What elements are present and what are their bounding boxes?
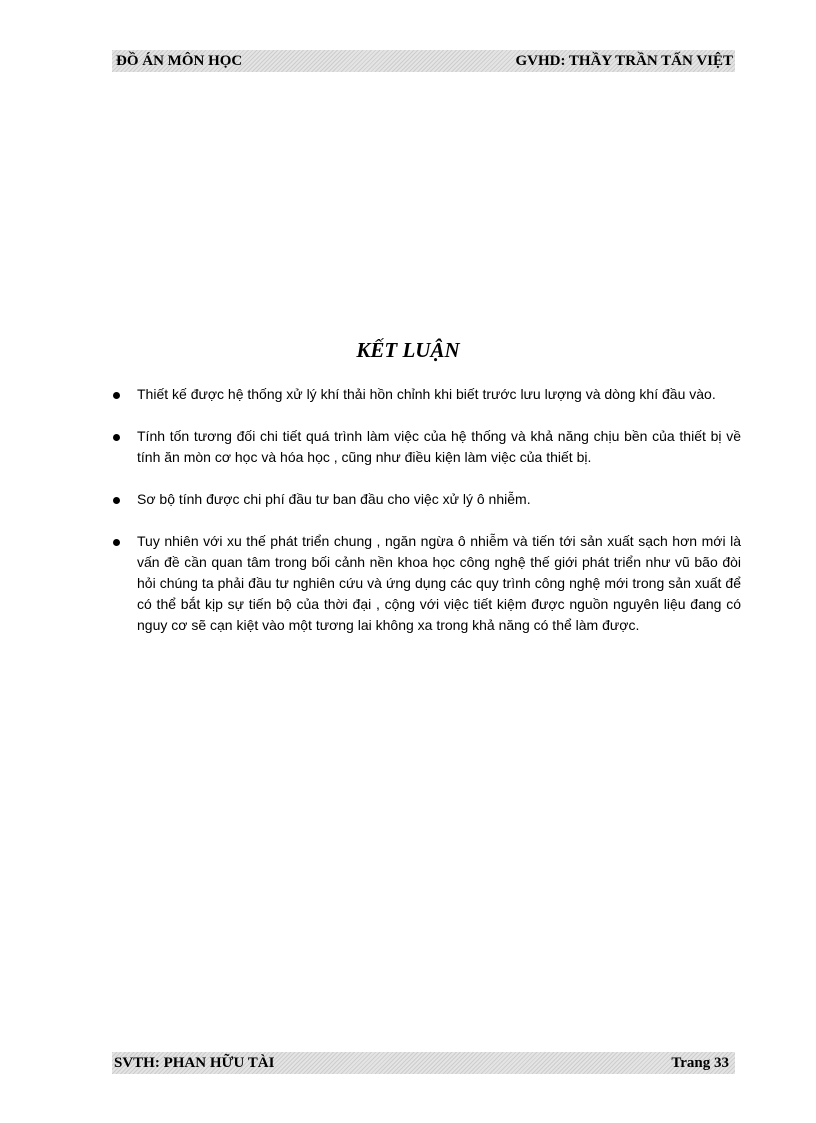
conclusion-list: [112, 384, 741, 657]
conclusion-text: Tuy nhiên với xu thế phát triển chung , ngăn ngừa ô nhiễm và tiến tới sản xuất sạch hơn mới là vấn đề cần quan tâm trong bối cảnh nền khoa học công nghệ thế giới phát triển như vũ bão đòi hỏi chúng ta phải đầu tư nghiên cứu và ứng dụng các quy trình công nghệ mới trong sản xuất để có thể bắt kịp sự tiến bộ của thời đại , cộng với việc tiết kiệm được nguồn nguyên liệu đang có nguy cơ sẽ cạn kiệt vào một tương lai không xa trong khả năng có thể làm được.: [137, 533, 741, 633]
conclusion-item: [112, 426, 741, 468]
page-footer: [112, 1052, 735, 1074]
conclusion-text: Tính tốn tương đối chi tiết quá trình làm việc của hệ thống và khả năng chịu bền của thiết bị về tính ăn mòn cơ học và hóa học , cũng như điều kiện làm việc của thiết bị.: [137, 428, 741, 465]
bullet-icon: [113, 434, 120, 441]
conclusion-item: [112, 531, 741, 636]
header-course-label: ĐỒ ÁN MÔN HỌC: [116, 53, 243, 69]
page-title: KẾT LUẬN: [356, 338, 460, 362]
bullet-icon: [113, 539, 120, 546]
footer-student-label: SVTH: PHAN HỮU TÀI: [114, 1055, 275, 1071]
conclusion-item: [112, 489, 741, 510]
conclusion-item: [112, 384, 741, 405]
conclusion-text: Thiết kế được hệ thống xử lý khí thải hồn chỉnh khi biết trước lưu lượng và dòng khí đầu vào.: [137, 386, 716, 402]
header-advisor-label: GVHD: THẦY TRẦN TẤN VIỆT: [515, 53, 733, 69]
bullet-icon: [113, 392, 120, 399]
page-number: Trang 33: [671, 1055, 729, 1071]
bullet-icon: [113, 497, 120, 504]
page-header: [112, 50, 735, 72]
conclusion-text: Sơ bộ tính được chi phí đầu tư ban đầu cho việc xử lý ô nhiễm.: [137, 491, 531, 507]
